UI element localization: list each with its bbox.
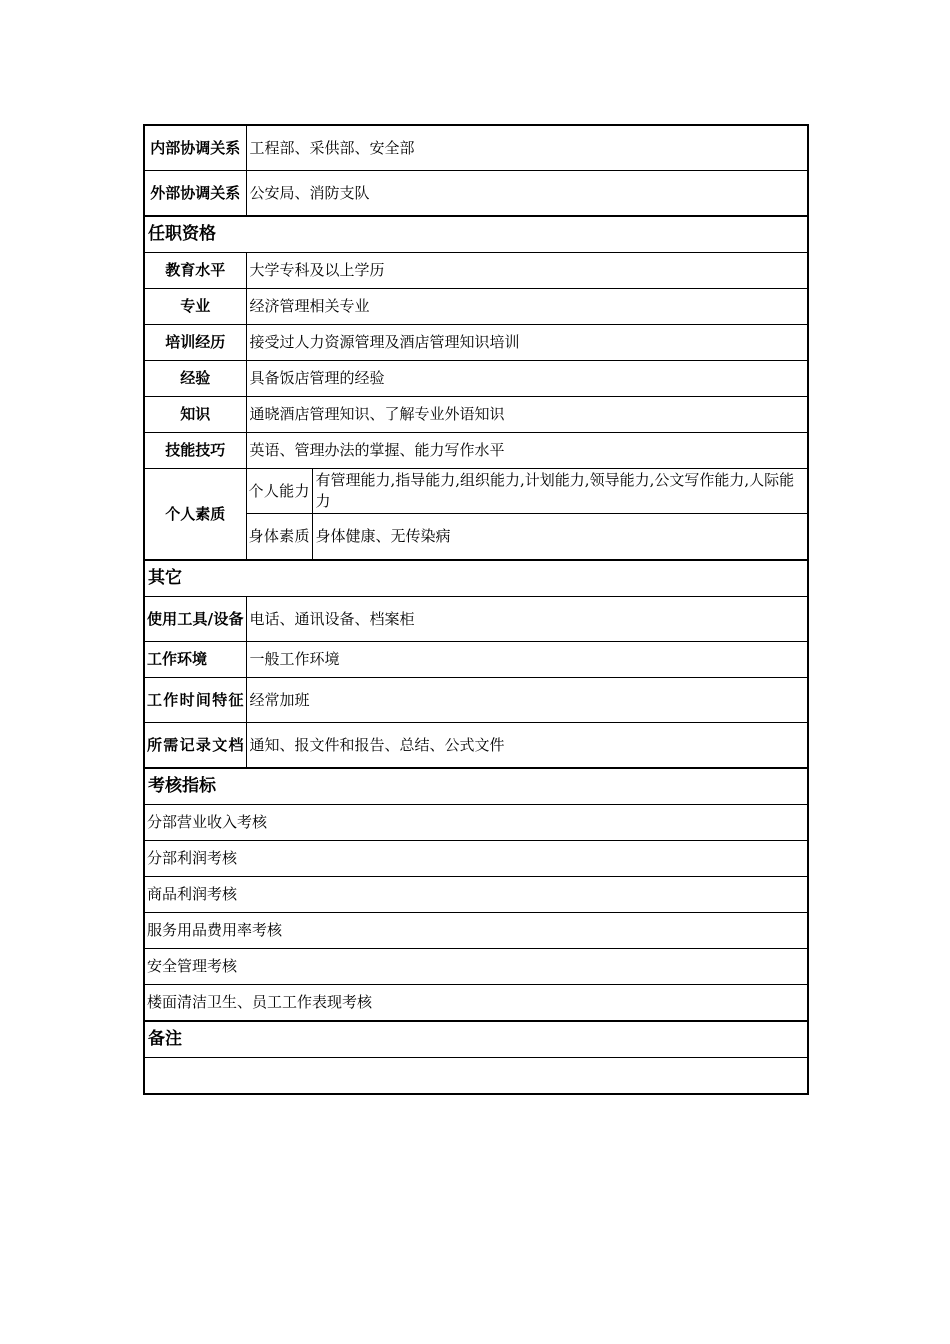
environment-label: 工作环境 [144, 642, 246, 678]
major-label: 专业 [144, 289, 246, 325]
remarks-section-title: 备注 [144, 1021, 808, 1058]
internal-coordination-value: 工程部、采供部、安全部 [246, 125, 808, 171]
qualifications-section-title: 任职资格 [144, 216, 808, 253]
remarks-row [144, 1058, 808, 1095]
qualification-row [144, 289, 808, 325]
training-value: 接受过人力资源管理及酒店管理知识培训 [246, 325, 808, 361]
external-coordination-row [144, 171, 808, 217]
skills-label: 技能技巧 [144, 433, 246, 469]
work-time-label: 工作时间特征 [144, 678, 246, 723]
education-label: 教育水平 [144, 253, 246, 289]
experience-value: 具备饭店管理的经验 [246, 361, 808, 397]
other-row [144, 723, 808, 769]
assessment-item: 安全管理考核 [144, 949, 808, 985]
assessment-row [144, 805, 808, 841]
physical-quality-label: 身体素质 [246, 514, 312, 561]
skills-value: 英语、管理办法的掌握、能力写作水平 [246, 433, 808, 469]
other-row [144, 642, 808, 678]
tools-label: 使用工具/设备 [144, 597, 246, 642]
assessment-row [144, 985, 808, 1022]
education-value: 大学专科及以上学历 [246, 253, 808, 289]
tools-value: 电话、通讯设备、档案柜 [246, 597, 808, 642]
personal-quality-label: 个人素质 [144, 469, 246, 561]
assessment-item: 楼面清洁卫生、员工工作表现考核 [144, 985, 808, 1022]
personal-ability-value: 有管理能力,指导能力,组织能力,计划能力,领导能力,公文写作能力,人际能力 [312, 469, 808, 514]
remarks-section-row [144, 1021, 808, 1058]
remarks-value [144, 1058, 808, 1095]
assessment-item: 服务用品费用率考核 [144, 913, 808, 949]
assessment-section-title: 考核指标 [144, 768, 808, 805]
records-value: 通知、报文件和报告、总结、公式文件 [246, 723, 808, 769]
other-row [144, 597, 808, 642]
qualifications-section-row [144, 216, 808, 253]
other-section-title: 其它 [144, 560, 808, 597]
qualification-row [144, 325, 808, 361]
job-description-sheet [143, 124, 807, 1095]
assessment-item: 分部营业收入考核 [144, 805, 808, 841]
knowledge-value: 通晓酒店管理知识、了解专业外语知识 [246, 397, 808, 433]
other-row [144, 678, 808, 723]
internal-coordination-label: 内部协调关系 [144, 125, 246, 171]
qualification-row [144, 361, 808, 397]
knowledge-label: 知识 [144, 397, 246, 433]
assessment-item: 商品利润考核 [144, 877, 808, 913]
assessment-row [144, 949, 808, 985]
other-section-row [144, 560, 808, 597]
personal-ability-label: 个人能力 [246, 469, 312, 514]
records-label: 所需记录文档 [144, 723, 246, 769]
training-label: 培训经历 [144, 325, 246, 361]
assessment-section-row [144, 768, 808, 805]
assessment-row [144, 913, 808, 949]
assessment-item: 分部利润考核 [144, 841, 808, 877]
internal-coordination-row [144, 125, 808, 171]
major-value: 经济管理相关专业 [246, 289, 808, 325]
experience-label: 经验 [144, 361, 246, 397]
external-coordination-value: 公安局、消防支队 [246, 171, 808, 217]
qualification-row [144, 433, 808, 469]
qualification-row [144, 253, 808, 289]
assessment-row [144, 841, 808, 877]
qualification-row [144, 397, 808, 433]
work-time-value: 经常加班 [246, 678, 808, 723]
environment-value: 一般工作环境 [246, 642, 808, 678]
physical-quality-value: 身体健康、无传染病 [312, 514, 808, 561]
job-description-table [143, 124, 809, 1095]
personal-ability-row [144, 469, 808, 514]
assessment-row [144, 877, 808, 913]
external-coordination-label: 外部协调关系 [144, 171, 246, 217]
